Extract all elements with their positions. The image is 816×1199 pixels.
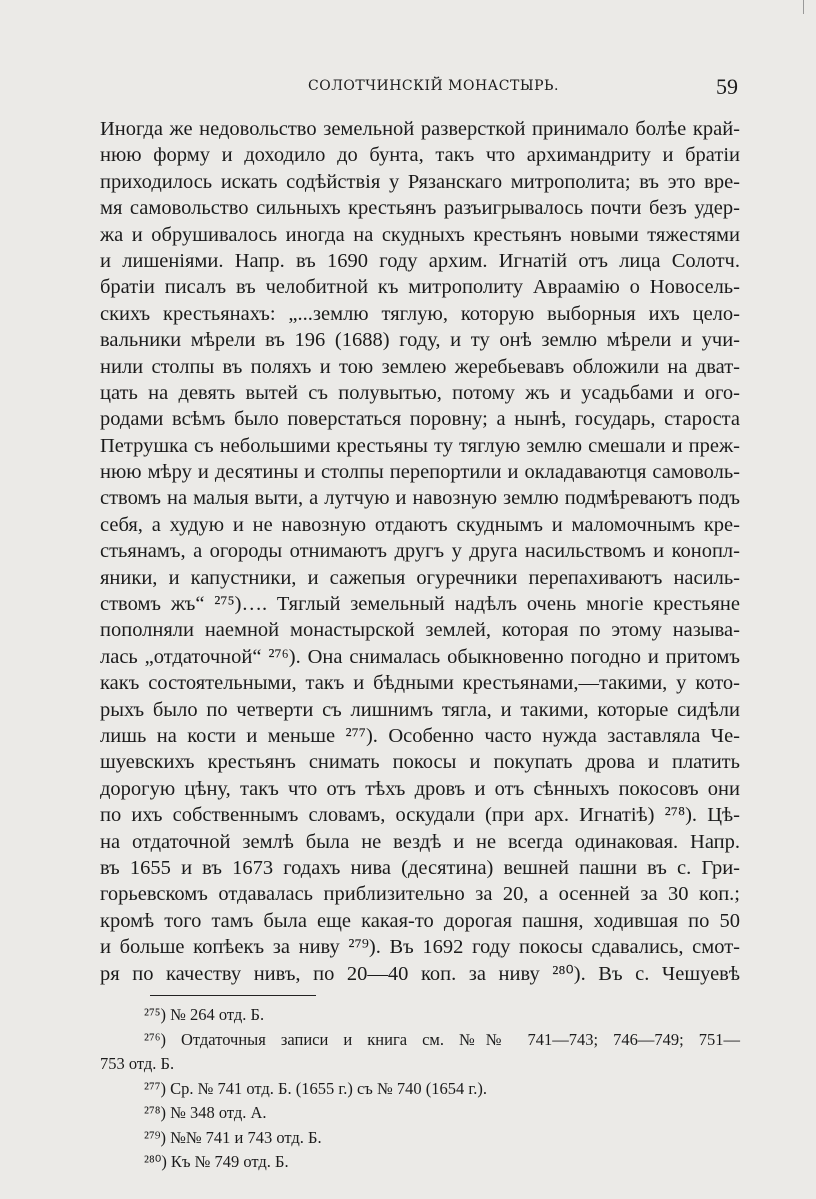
body-line: и лишеніями. Напр. въ 1690 году архим. Игнатій отъ лица Солотч. [100, 249, 740, 272]
body-line: шуевскихъ крестьянъ снимать покосы и покупать дрова и платить [100, 751, 740, 774]
footnote: ²⁷⁶) Отдаточныя записи и книга см. №№ 741—743; 746—749; 751— [144, 1029, 740, 1049]
body-line: ствомъ жъ“ ²⁷⁵)…. Тяглый земельный надѣлъ очень многіе крестьяне [100, 593, 740, 616]
body-line: Петрушка съ небольшими крестьяны ту тяглую землю смешали и преж- [100, 434, 740, 457]
page-edge-mark [803, 0, 804, 14]
body-line: лась „отдаточной“ ²⁷⁶). Она снималась обыкновенно погодно и притомъ [100, 645, 740, 668]
body-line: Иногда же недовольство земельной разверсткой принимало болѣе край- [100, 118, 740, 140]
body-line: ствомъ на малыя выти, а лутчую и навозную землю подмѣреваютъ подъ [100, 487, 740, 510]
footnote: ²⁸⁰) Къ № 749 отд. Б. [144, 1152, 289, 1171]
body-line: дорогую цѣну, такъ что отъ тѣхъ дровъ и отъ сѣнныхъ покосовъ они [100, 777, 740, 800]
body-line: на отдаточной землѣ была не вездѣ и не всегда одинаковая. Напр. [100, 830, 740, 853]
body-text [100, 116, 740, 987]
body-line: стьянамъ, а огороды отнимаютъ другъ у друга насильствомъ и конопл- [100, 540, 740, 563]
page-number: 59 [716, 74, 738, 99]
body-line: нюю мѣру и десятины и столпы перепортили и окладаваютця самоволь- [100, 461, 740, 484]
footnote: ²⁷⁷) Ср. № 741 отд. Б. (1655 г.) съ № 740 (1654 г.). [144, 1078, 487, 1098]
body-line: себя, а худую и не навозную отдаютъ скуднымъ и маломочнымъ кре- [100, 513, 740, 536]
body-line: родами всѣмъ было поверстаться поровну; а нынѣ, государь, староста [100, 408, 740, 431]
body-line: вальники мѣрели въ 196 (1688) году, и ту онѣ землю мѣрели и учи- [100, 329, 740, 352]
body-line: жа и обрушивалось иногда на скудныхъ крестьянъ новыми тяжестями [100, 223, 740, 246]
footnote: ²⁷⁸) № 348 отд. А. [144, 1103, 267, 1122]
running-header [100, 74, 740, 102]
body-line: нили столпы въ поляхъ и тою землею жеребьевавъ обложили на дват- [100, 355, 740, 378]
footnote: 753 отд. Б. [100, 1054, 175, 1073]
body-line: и больше копѣекъ за ниву ²⁷⁹). Въ 1692 году покосы сдавались, смот- [100, 936, 740, 959]
footnote: ²⁷⁹) №№ 741 и 743 отд. Б. [144, 1127, 322, 1147]
body-line: рыхъ было по четверти съ лишнимъ тягла, и такими, которые сидѣли [100, 698, 740, 721]
body-line: скихъ крестьянахъ: „...землю тяглую, которую выборныя ихъ цело- [100, 302, 740, 325]
body-line: пополняли наемной монастырской землей, которая по этому называ- [100, 619, 740, 642]
body-line: по ихъ собственнымъ словамъ, оскудали (при арх. Игнатіѣ) ²⁷⁸). Цѣ- [100, 804, 740, 827]
body-line: лишь на кости и меньше ²⁷⁷). Особенно часто нужда заставляла Че- [100, 724, 740, 747]
footnote: ²⁷⁵) № 264 отд. Б. [144, 1005, 265, 1024]
body-line: яники, и капустники, и сажепыя огуречники перепахиваютъ насиль- [100, 566, 740, 589]
body-line: горьевскомъ отдавалась приблизительно за 20, а осенней за 30 коп.; [100, 883, 740, 906]
body-line: мя самовольство сильныхъ крестьянъ разъигрывалось почти безъ удер- [100, 197, 740, 220]
body-line: братіи писалъ въ челобитной къ митрополиту Авраамію о Новосель- [100, 276, 740, 299]
body-line: какъ состоятельными, такъ и бѣдными крестьянами,—такими, у кото- [100, 672, 740, 695]
body-line: цать на девять вытей съ полувытью, потому жъ и усадьбами и ого- [100, 381, 740, 404]
body-line: нюю форму и доходило до бунта, такъ что архимандриту и братіи [100, 144, 740, 167]
footnote-divider [150, 995, 316, 996]
body-line: кромѣ того тамъ была еще какая-то дорогая пашня, ходившая по 50 [100, 909, 740, 932]
body-line: въ 1655 и въ 1673 годахъ нива (десятина) вешней пашни въ с. Гри- [100, 856, 740, 879]
running-title: СОЛОТЧИНСКІЙ МОНАСТЫРЬ. [308, 78, 559, 94]
body-line: приходилось искать содѣйствія у Рязанскаго митрополита; въ это вре- [100, 170, 740, 193]
footnotes [100, 1003, 740, 1175]
body-line: ря по качеству нивъ, по 20—40 коп. за ниву ²⁸⁰). Въ с. Чешуевѣ [100, 962, 740, 985]
